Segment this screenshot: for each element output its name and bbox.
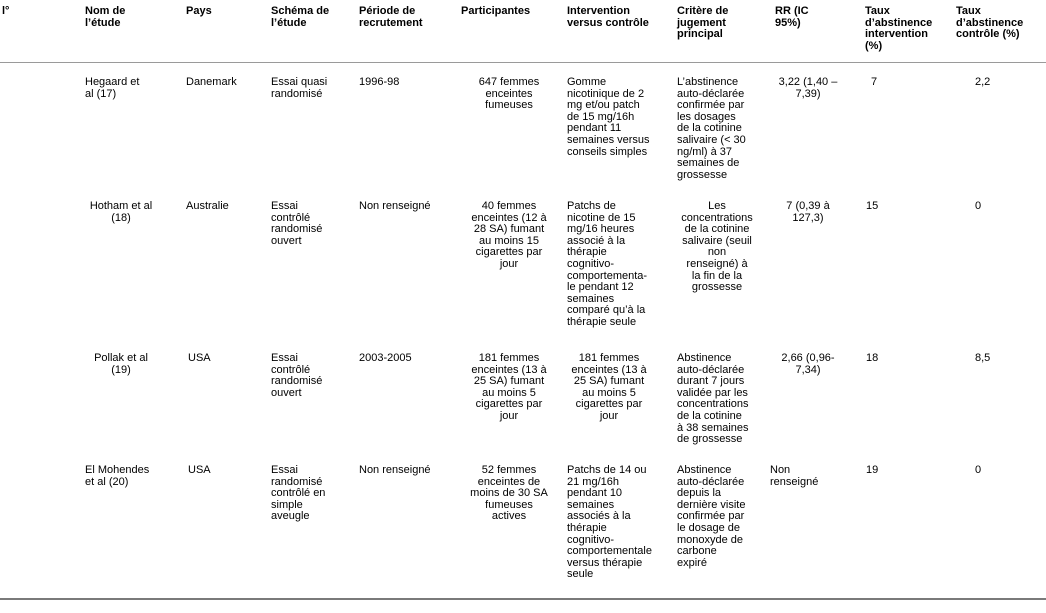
header-periode: Période de recrutement: [359, 5, 423, 29]
cell-taux-controle: 0: [975, 200, 982, 212]
cell-pays: USA: [188, 352, 211, 364]
cell-participantes: 40 femmes enceintes (12 à 28 SA) fumant au moins 15 cigarettes par jour: [471, 200, 547, 270]
cell-schema: Essai randomisé contrôlé en simple aveugle: [271, 464, 326, 523]
cell-nom: El Mohendes et al (20): [85, 464, 150, 488]
cell-critere: L’abstinence auto-déclarée confirmée par les dosages de la cotinine salivaire (< 30 ng/ml) à 37 semaines de grossesse: [677, 76, 746, 181]
cell-taux-intervention: 15: [866, 200, 879, 212]
header-schema: Schéma de l’étude: [271, 5, 330, 29]
cell-intervention: Gomme nicotinique de 2 mg et/ou patch de 15 mg/16h pendant 11 semaines versus conseils simples: [567, 76, 650, 158]
cell-periode: Non renseigné: [359, 464, 431, 476]
cell-intervention: 181 femmes enceintes (13 à 25 SA) fumant au moins 5 cigarettes par jour: [571, 352, 647, 422]
cell-rr: 2,66 (0,96- 7,34): [781, 352, 835, 376]
cell-taux-controle: 2,2: [975, 76, 991, 88]
cell-rr: Non renseigné: [770, 464, 819, 488]
cell-rr: 7 (0,39 à 127,3): [786, 200, 830, 224]
header-intervention: Intervention versus contrôle: [567, 5, 649, 29]
cell-taux-intervention: 7: [871, 76, 878, 88]
cell-schema: Essai contrôlé randomisé ouvert: [271, 352, 323, 399]
header-critere: Critère de jugement principal: [677, 5, 729, 41]
cell-rr: 3,22 (1,40 – 7,39): [778, 76, 838, 100]
header-taux-controle: Taux d’abstinence contrôle (%): [956, 5, 1024, 41]
cell-pays: Australie: [186, 200, 229, 212]
cell-nom: Hotham et al (18): [89, 200, 153, 224]
cell-taux-controle: 0: [975, 464, 982, 476]
header-participantes: Participantes: [461, 5, 531, 17]
cell-pays: USA: [188, 464, 211, 476]
cell-critere: Les concentrations de la cotinine salivaire (seuil non renseigné) à la fin de la grossesse: [681, 200, 753, 294]
cell-periode: 2003-2005: [359, 352, 412, 364]
cell-schema: Essai contrôlé randomisé ouvert: [271, 200, 323, 247]
cell-participantes: 647 femmes enceintes fumeuses: [478, 76, 540, 112]
cell-intervention: Patchs de 14 ou 21 mg/16h pendant 10 semaines associés à la thérapie cognitivo- comportementale versus thérapie seule: [567, 464, 652, 581]
table-bottom-border: [0, 598, 1046, 600]
header-num: l°: [2, 5, 10, 17]
cell-taux-controle: 8,5: [975, 352, 991, 364]
header-rr: RR (IC 95%): [775, 5, 809, 29]
cell-critere: Abstinence auto-déclarée durant 7 jours validée par les concentrations de la cotinine à 38 semaines de grossesse: [677, 352, 749, 446]
cell-schema: Essai quasi randomisé: [271, 76, 328, 100]
cell-taux-intervention: 19: [866, 464, 879, 476]
header-nom: Nom de l’étude: [85, 5, 126, 29]
cell-taux-intervention: 18: [866, 352, 879, 364]
header-taux-intervention: Taux d’abstinence intervention (%): [865, 5, 933, 52]
header-pays: Pays: [186, 5, 212, 17]
cell-periode: 1996-98: [359, 76, 400, 88]
cell-pays: Danemark: [186, 76, 237, 88]
header-divider: [0, 62, 1046, 63]
cell-nom: Pollak et al (19): [94, 352, 148, 376]
cell-intervention: Patchs de nicotine de 15 mg/16 heures associé à la thérapie cognitivo- comportementa- le pendant 12 semaines comparé qu’à la thérapie seule: [567, 200, 648, 328]
cell-critere: Abstinence auto-déclarée depuis la dernière visite confirmée par le dosage de monoxyde de carbone expiré: [677, 464, 746, 569]
cell-participantes: 181 femmes enceintes (13 à 25 SA) fumant au moins 5 cigarettes par jour: [471, 352, 547, 422]
cell-periode: Non renseigné: [359, 200, 431, 212]
cell-nom: Hegaard et al (17): [85, 76, 140, 100]
cell-participantes: 52 femmes enceintes de moins de 30 SA fumeuses actives: [470, 464, 548, 523]
